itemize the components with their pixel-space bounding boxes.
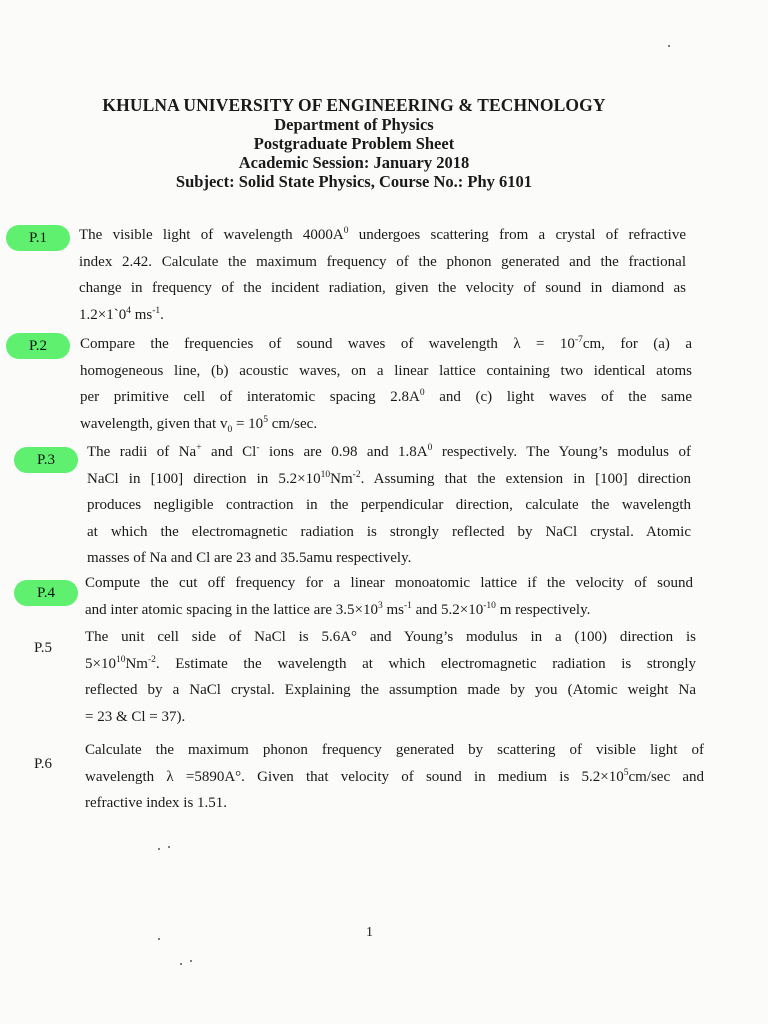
academic-session: Academic Session: January 2018: [238, 153, 470, 172]
scan-speck: [168, 846, 170, 848]
scan-speck: [668, 45, 670, 47]
problem-text: The visible light of wavelength $4000A^0$ undergoes scattering from a crystal of refractive index 2.42. Calculate the maximum frequency of the phonon generated and the fractional change in frequency of the incident radiation, given the velocity of sound in diamond as $1.2\times 1`0^4$ $ms^{-1}$.: [79, 226, 686, 323]
department-name: Department of Physics: [274, 115, 434, 134]
subject-line: Subject: Solid State Physics, Course No.: Phy 6101: [175, 172, 533, 191]
problem-label: P.5: [34, 640, 52, 656]
sheet-title: Postgraduate Problem Sheet: [253, 134, 455, 153]
scan-speck: [158, 938, 160, 940]
problem-text: The radii of Na+ and Cl- ions are 0.98 and $1.8A^0$ respectively. The Young’s modulus of NaCl in [100] direction in $5.2\times 10^{10}Nm^{-2}$. Assuming that the extension in [100] direction produces negligible contraction in the perpendicular direction, calculate the wavelength at which the electromagnetic radiation is strongly reflected by NaCl crystal. Atomic masses of Na and Cl are 23 and 35.5amu respectively.: [87, 443, 692, 566]
problem-label-highlighted: P.1: [6, 225, 70, 251]
scan-speck: [190, 960, 192, 962]
problem-text: Compare the frequencies of sound waves of wavelength $\lambda = 10^{-7}cm$, for (a) a homogeneous line, (b) acoustic waves, on a linear lattice containing two identical atoms per primitive cell of interatomic spacing $2.8A^0$ and (c) light waves of the same wavelength, given that $v_0 = 10^5$ cm/sec.: [80, 335, 693, 435]
problem-label-highlighted: P.3: [14, 447, 78, 473]
problem-text: The unit cell side of NaCl is 5.6A° and Young’s modulus in a (100) direction is $5\times 10^{10}Nm^{-2}$. Estimate the wavelength at which electromagnetic radiation is strongly reflected by a NaCl crystal. Explaining the assumption made by you (Atomic weight Na = 23 & Cl = 37).: [85, 629, 696, 725]
university-name: KHULNA UNIVERSITY OF ENGINEERING & TECHNOLOGY: [102, 95, 606, 115]
problem-text: Compute the cut off frequency for a linear monoatomic lattice if the velocity of sound and inter atomic spacing in the lattice are $3.5\times 10^3$ $ms^{-1}$ and $5.2\times 10^{-10}$ m respectively.: [85, 575, 693, 618]
problem-label-highlighted: P.4: [14, 580, 78, 606]
problem-label: P.6: [34, 756, 52, 772]
page-number: 1: [366, 925, 373, 940]
scan-speck: [180, 963, 182, 965]
document-header: [0, 96, 708, 191]
scan-speck: [158, 848, 160, 850]
problem-label-highlighted: P.2: [6, 333, 70, 359]
problem-text: Calculate the maximum phonon frequency generated by scattering of visible light of wavelength λ =5890A°. Given that velocity of sound in medium is $5.2\times 10^5cm/\sec$ and refractive index is 1.51.: [85, 742, 704, 811]
